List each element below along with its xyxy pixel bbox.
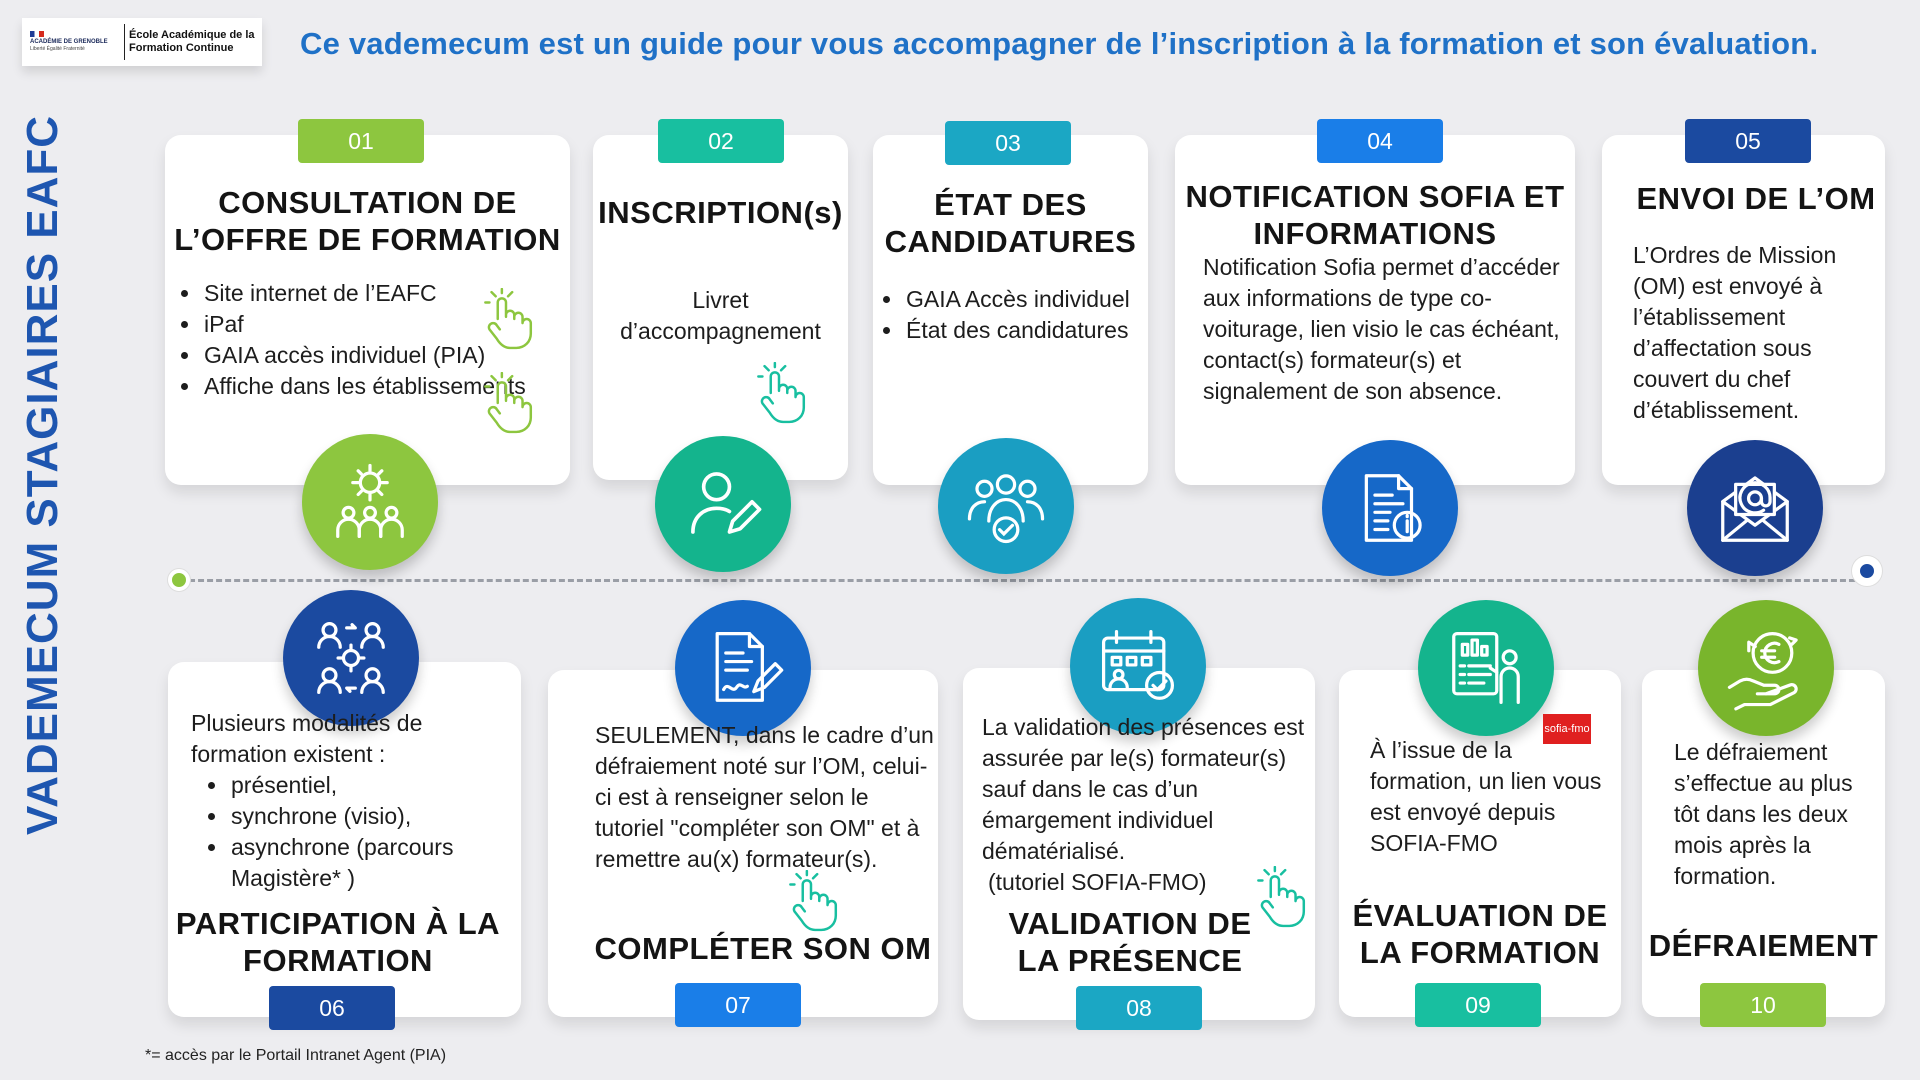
step-08-tutorial-note: (tutoriel SOFIA-FMO)	[988, 869, 1207, 895]
document-sign-icon	[675, 600, 811, 736]
people-cycle-icon	[283, 590, 419, 726]
step-05-text: L’Ordres de Mission (OM) est envoyé à l’établissement d’affectation sous couvert du chef d’établissement.	[1633, 242, 1837, 423]
step-01-click-hand-icon[interactable]	[475, 288, 537, 355]
list-item: • GAIA Accès individuel	[904, 284, 1132, 315]
euro-hand-icon	[1698, 600, 1834, 736]
eafc-name-line2: Formation Continue	[129, 42, 234, 54]
step-09-text: À l’issue de la formation, un lien vous est envoyé depuis SOFIA-FMO	[1370, 737, 1602, 856]
user-edit-icon	[655, 436, 791, 572]
eafc-logo	[22, 18, 262, 66]
headline: Ce vademecum est un guide pour vous accompagner de l’inscription à la formation et son évaluation.	[300, 26, 1819, 61]
academie-motto: Liberté Égalité Fraternité	[30, 46, 85, 52]
report-person-icon	[1418, 600, 1554, 736]
step-03-list	[872, 284, 1132, 346]
step-06-title: PARTICIPATION À LA FORMATION	[175, 906, 501, 978]
step-02-click-hand-icon[interactable]	[748, 362, 810, 429]
timeline-start-dot	[168, 569, 190, 591]
step-02-number: 02	[658, 119, 784, 163]
list-item: • Affiche dans les établissements	[202, 371, 570, 402]
step-07-text: SEULEMENT, dans le cadre d’un défraiement noté sur l’OM, celui-ci est à renseigner selon le tutoriel "compléter son OM" et à remettre au(x) formateur(s).	[595, 722, 934, 872]
step-10-number: 10	[1700, 983, 1826, 1027]
step-10-text: Le défraiement s’effectue au plus tôt dans les deux mois après la formation.	[1674, 739, 1853, 889]
list-item: • asynchrone (parcours Magistère* )	[229, 832, 521, 894]
academie-name: ACADÉMIE DE GRENOBLE	[30, 39, 108, 45]
step-08-number: 08	[1076, 986, 1202, 1030]
academie-logo	[22, 31, 120, 53]
step-09-number: 09	[1415, 983, 1541, 1027]
list-item: • iPaf	[202, 309, 570, 340]
step-01-title: CONSULTATION DE L’OFFRE DE FORMATION	[174, 185, 561, 257]
step-08-title: VALIDATION DE LA PRÉSENCE	[1008, 906, 1252, 978]
step-02-text: Livret d’accompagnement	[620, 287, 821, 344]
list-item: • présentiel,	[229, 770, 521, 801]
eafc-name	[129, 29, 255, 55]
step-06-number: 06	[269, 986, 395, 1030]
logo-separator	[124, 24, 125, 60]
sofia-fmo-badge: sofia-fmo	[1543, 714, 1591, 744]
step-05-title: ENVOI DE L’OM	[1636, 181, 1876, 216]
step-04-text: Notification Sofia permet d’accéder aux informations de type co-voiturage, lien visio le cas échéant, contact(s) formateur(s) et signalement de son absence.	[1203, 254, 1560, 404]
side-title: VADEMECUM STAGIAIRES EAFC	[18, 114, 67, 835]
step-04-title: NOTIFICATION SOFIA ET INFORMATIONS	[1185, 179, 1565, 251]
list-item: • Site internet de l’EAFC	[202, 278, 570, 309]
step-09-title: ÉVALUATION DE LA FORMATION	[1352, 898, 1608, 970]
step-06-text	[191, 708, 521, 894]
step-07-number: 07	[675, 983, 801, 1027]
list-item: • synchrone (visio),	[229, 801, 521, 832]
envelope-at-icon	[1687, 440, 1823, 576]
step-05-number: 05	[1685, 119, 1811, 163]
step-06-intro: Plusieurs modalités de formation existent :	[191, 710, 423, 767]
step-10-title: DÉFRAIEMENT	[1648, 928, 1879, 963]
step-03-number: 03	[945, 121, 1071, 165]
step-04-number: 04	[1317, 119, 1443, 163]
timeline-end-dot	[1852, 556, 1882, 586]
step-07-click-hand-icon[interactable]	[780, 870, 842, 937]
step-03-title: ÉTAT DES CANDIDATURES	[884, 187, 1137, 259]
document-info-icon	[1322, 440, 1458, 576]
timeline	[180, 579, 1864, 582]
step-01-click-hand-icon-2[interactable]	[475, 372, 537, 439]
gear-people-icon	[302, 434, 438, 570]
footnote: *= accès par le Portail Intranet Agent (PIA)	[145, 1047, 447, 1064]
republique-flag-icon	[30, 31, 44, 37]
list-item: • État des candidatures	[904, 315, 1132, 346]
group-check-icon	[938, 438, 1074, 574]
step-07-title: COMPLÉTER SON OM	[594, 931, 932, 966]
eafc-name-line1: École Académique de la	[129, 29, 255, 41]
list-item: • GAIA accès individuel (PIA)	[202, 340, 570, 371]
step-02-title: INSCRIPTION(s)	[598, 195, 843, 230]
step-08-paragraph: La validation des présences est assurée par le(s) formateur(s) sauf dans le cas d’un émargement individuel dématérialisé.	[982, 714, 1305, 864]
step-01-number: 01	[298, 119, 424, 163]
